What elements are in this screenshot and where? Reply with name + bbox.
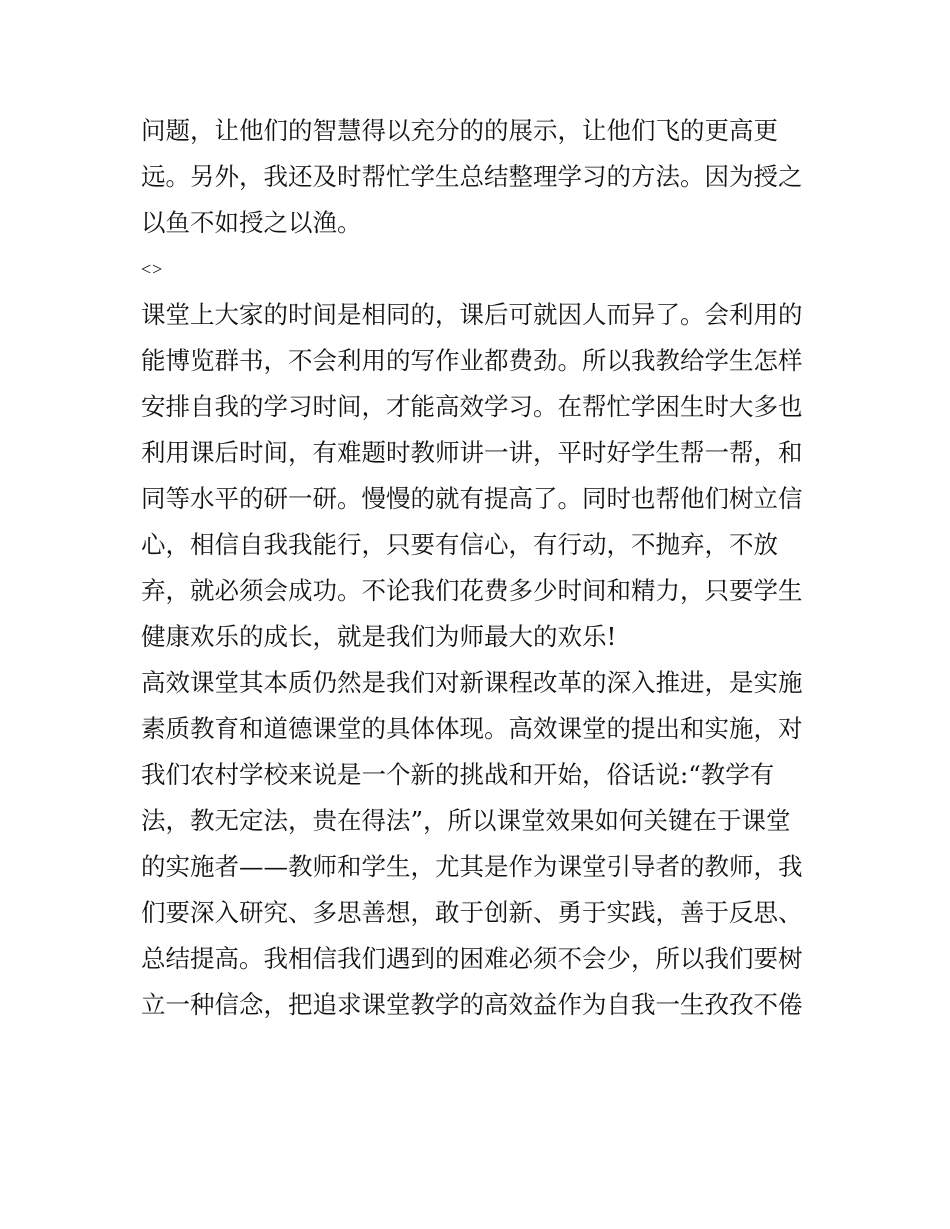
text-line: 以鱼不如授之以渔。 [141, 208, 362, 237]
text-line: 健康欢乐的成长，就是我们为师最大的欢乐! [141, 622, 617, 651]
text-line: 的实施者——教师和学生，尤其是作为课堂引导者的教师，我 [141, 852, 803, 881]
text-line: 安排自我的学习时间，才能高效学习。在帮忙学困生时大多也 [141, 392, 803, 421]
text-line: 法，教无定法，贵在得法”，所以课堂效果如何关键在于课堂 [141, 806, 791, 835]
document-body [141, 108, 813, 1028]
text-line: 立一种信念，把追求课堂教学的高效益作为自我一生孜孜不倦 [141, 990, 803, 1019]
text-line: 心，相信自我我能行，只要有信心，有行动，不抛弃，不放 [141, 530, 778, 559]
text-line: 我们农村学校来说是一个新的挑战和开始，俗话说:“教学有 [141, 760, 775, 789]
text-line: 总结提高。我相信我们遇到的困难必须不会少，所以我们要树 [141, 944, 803, 973]
text-line: 弃，就必须会成功。不论我们花费多少时间和精力，只要学生 [141, 576, 803, 605]
text-line: 远。另外，我还及时帮忙学生总结整理学习的方法。因为授之 [141, 162, 803, 191]
text-line: 能博览群书，不会利用的写作业都费劲。所以我教给学生怎样 [141, 346, 803, 375]
text-line: 素质教育和道德课堂的具体体现。高效课堂的提出和实施，对 [141, 714, 803, 743]
text-line: 课堂上大家的时间是相同的，课后可就因人而异了。会利用的 [141, 300, 803, 329]
section-marker: <> [141, 259, 164, 279]
text-line: 同等水平的研一研。慢慢的就有提高了。同时也帮他们树立信 [141, 484, 803, 513]
text-line: 问题，让他们的智慧得以充分的的展示，让他们飞的更高更 [141, 116, 778, 145]
text-line: 高效课堂其本质仍然是我们对新课程改革的深入推进，是实施 [141, 668, 803, 697]
text-line: 利用课后时间，有难题时教师讲一讲，平时好学生帮一帮，和 [141, 438, 803, 467]
text-line: 们要深入研究、多思善想，敢于创新、勇于实践，善于反思、 [141, 898, 803, 927]
